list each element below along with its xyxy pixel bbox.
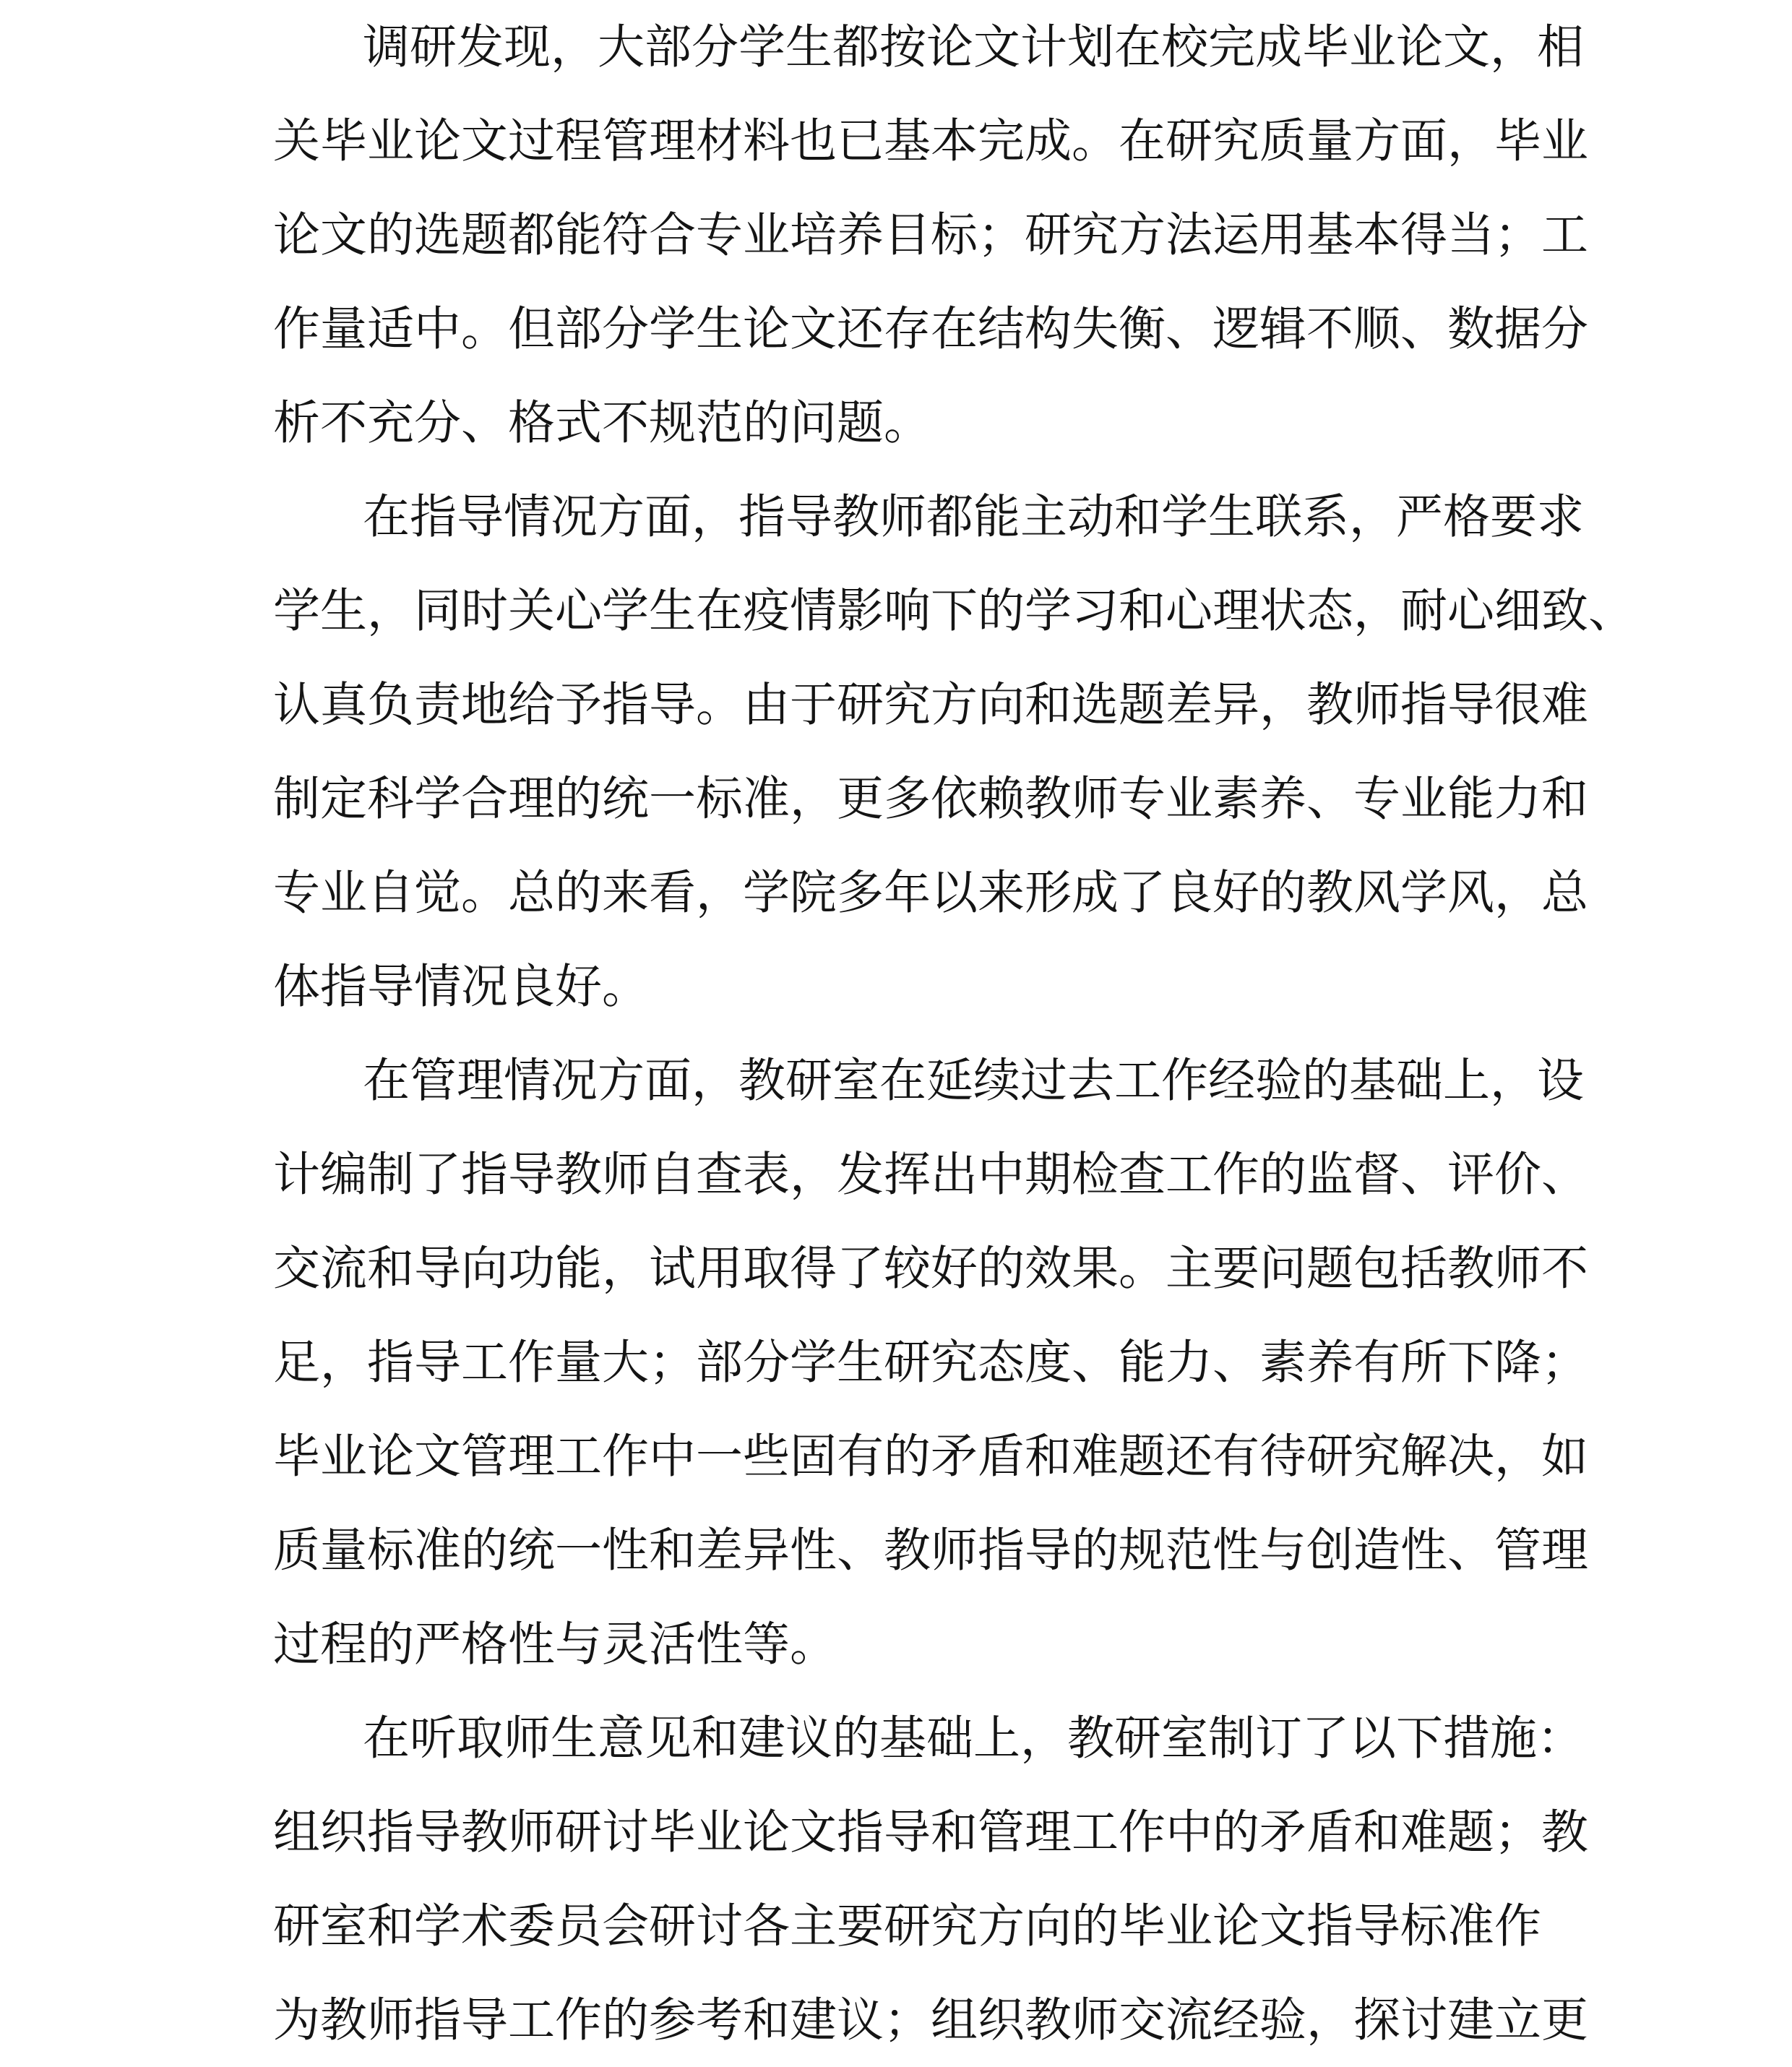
paragraph-4-line-2: 组织指导教师研讨毕业论文指导和管理工作中的矛盾和难题；教 bbox=[273, 1805, 1589, 1860]
paragraph-1-line-2: 关毕业论文过程管理材料也已基本完成。在研究质量方面，毕业 bbox=[273, 114, 1589, 168]
paragraph-2-line-2: 学生，同时关心学生在疫情影响下的学习和心理状态，耐心细致、 bbox=[273, 584, 1636, 638]
paragraph-3-line-2: 计编制了指导教师自查表，发挥出中期检查工作的监督、评价、 bbox=[273, 1148, 1589, 1202]
paragraph-2-line-6: 体指导情况良好。 bbox=[273, 960, 650, 1014]
paragraph-2-line-3: 认真负责地给予指导。由于研究方向和选题差异，教师指导很难 bbox=[273, 678, 1589, 732]
paragraph-1-line-3: 论文的选题都能符合专业培养目标；研究方法运用基本得当；工 bbox=[273, 208, 1589, 262]
paragraph-2-line-5: 专业自觉。总的来看，学院多年以来形成了良好的教风学风，总 bbox=[273, 866, 1589, 920]
paragraph-3-line-4: 足，指导工作量大；部分学生研究态度、能力、素养有所下降； bbox=[273, 1336, 1589, 1390]
paragraph-1-line-4: 作量适中。但部分学生论文还存在结构失衡、逻辑不顺、数据分 bbox=[273, 302, 1589, 356]
paragraph-3-line-7: 过程的严格性与灵活性等。 bbox=[273, 1617, 837, 1672]
paragraph-4-line-1: 在听取师生意见和建议的基础上，教研室制订了以下措施： bbox=[363, 1711, 1585, 1766]
paragraph-3-line-5: 毕业论文管理工作中一些固有的矛盾和难题还有待研究解决，如 bbox=[273, 1430, 1589, 1484]
paragraph-3-line-3: 交流和导向功能，试用取得了较好的效果。主要问题包括教师不 bbox=[273, 1242, 1589, 1296]
paragraph-2-line-4: 制定科学合理的统一标准，更多依赖教师专业素养、专业能力和 bbox=[273, 772, 1589, 826]
paragraph-2-line-1: 在指导情况方面，指导教师都能主动和学生联系，严格要求 bbox=[363, 490, 1585, 544]
paragraph-3-line-6: 质量标准的统一性和差异性、教师指导的规范性与创造性、管理 bbox=[273, 1524, 1589, 1578]
paragraph-1-line-1: 调研发现，大部分学生都按论文计划在校完成毕业论文，相 bbox=[363, 20, 1585, 74]
paragraph-4-line-3: 研室和学术委员会研讨各主要研究方向的毕业论文指导标准作 bbox=[273, 1899, 1542, 1954]
paragraph-4-line-4: 为教师指导工作的参考和建议；组织教师交流经验，探讨建立更 bbox=[273, 1993, 1589, 2047]
paragraph-1-line-5: 析不充分、格式不规范的问题。 bbox=[273, 396, 931, 450]
paragraph-3-line-1: 在管理情况方面，教研室在延续过去工作经验的基础上，设 bbox=[363, 1054, 1585, 1108]
